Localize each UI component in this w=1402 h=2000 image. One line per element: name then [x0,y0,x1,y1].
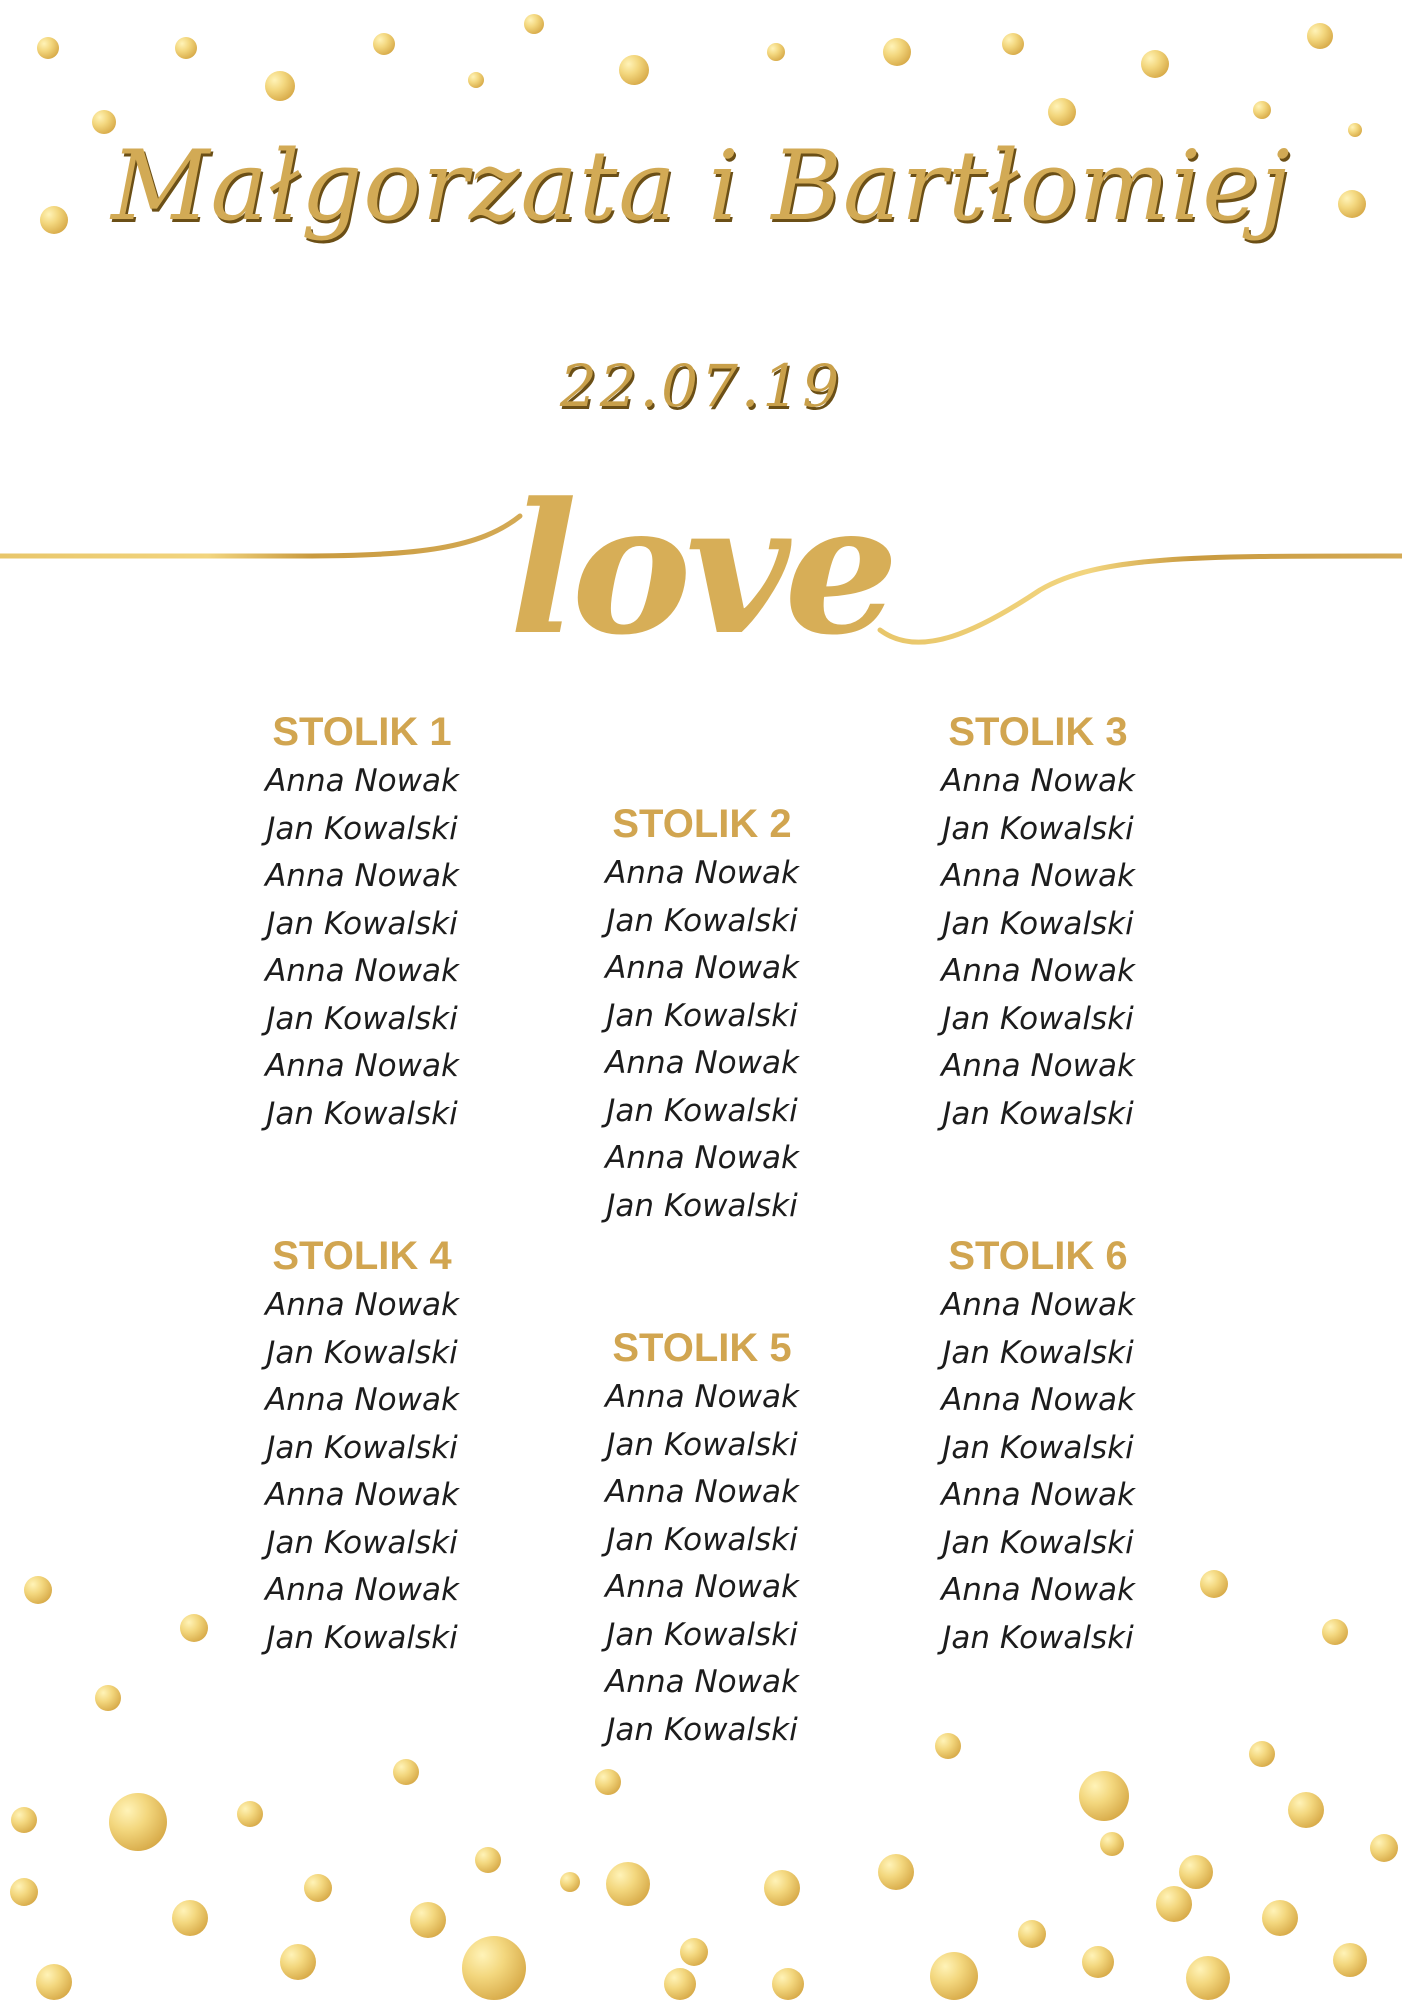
guest-name: Anna Nowak [605,1474,799,1510]
guest-name: Jan Kowalski [266,1334,458,1371]
guest-name: Jan Kowalski [942,1095,1134,1132]
guest-name: Jan Kowalski [942,1619,1134,1656]
guest-name: Jan Kowalski [942,1429,1134,1466]
guest-name: Anna Nowak [265,1287,459,1323]
guest-name: Jan Kowalski [942,1524,1134,1561]
gold-confetti-dot [11,1807,37,1833]
table-block-5 [532,1324,872,1754]
table-title: STOLIK 4 [272,1234,452,1278]
gold-confetti-dot [1082,1946,1114,1978]
table-block-4 [192,1232,532,1662]
gold-confetti-dot [764,1870,800,1906]
gold-confetti-dot [109,1793,167,1851]
guest-name: Anna Nowak [605,1664,799,1700]
gold-confetti-dot [767,43,785,61]
guest-name: Jan Kowalski [266,905,458,942]
guest-name: Jan Kowalski [942,1334,1134,1371]
gold-confetti-dot [475,1847,501,1873]
guest-name: Anna Nowak [265,858,459,894]
gold-confetti-dot [10,1878,38,1906]
gold-confetti-dot [280,1944,316,1980]
guest-name: Anna Nowak [941,1382,1135,1418]
gold-confetti-dot [462,1936,526,2000]
wedding-date: 22.07.19 [559,352,843,420]
guest-name: Anna Nowak [941,1572,1135,1608]
gold-confetti-dot [1186,1956,1230,2000]
gold-confetti-dot [560,1872,580,1892]
guest-name: Anna Nowak [265,1048,459,1084]
gold-confetti-dot [772,1968,804,2000]
guest-name: Anna Nowak [605,1045,799,1081]
gold-confetti-dot [36,1964,72,2000]
gold-confetti-dot [1156,1886,1192,1922]
gold-confetti-dot [1322,1619,1348,1645]
gold-confetti-dot [619,55,649,85]
guest-name: Jan Kowalski [606,1711,798,1748]
guest-name: Jan Kowalski [266,1524,458,1561]
gold-confetti-dot [265,71,295,101]
guest-name: Jan Kowalski [606,1616,798,1653]
guest-name: Jan Kowalski [942,905,1134,942]
guest-name: Jan Kowalski [266,810,458,847]
table-block-2 [532,800,872,1230]
guest-name: Jan Kowalski [606,1187,798,1224]
table-title: STOLIK 6 [948,1234,1128,1278]
guest-name: Anna Nowak [941,1048,1135,1084]
guest-name: Jan Kowalski [266,1619,458,1656]
guest-name: Anna Nowak [265,953,459,989]
gold-confetti-dot [1141,50,1169,78]
gold-confetti-dot [524,14,544,34]
guest-name: Jan Kowalski [606,1092,798,1129]
gold-confetti-dot [304,1874,332,1902]
guest-name: Jan Kowalski [606,997,798,1034]
guest-name: Anna Nowak [941,763,1135,799]
gold-confetti-dot [37,37,59,59]
gold-confetti-dot [883,38,911,66]
gold-confetti-dot [1179,1855,1213,1889]
guest-name: Anna Nowak [605,1379,799,1415]
table-block-6 [868,1232,1208,1662]
gold-confetti-dot [172,1900,208,1936]
gold-confetti-dot [373,33,395,55]
guest-name: Anna Nowak [941,1477,1135,1513]
gold-confetti-dot [1100,1832,1124,1856]
guest-name: Jan Kowalski [266,1429,458,1466]
gold-confetti-dot [1018,1920,1046,1948]
guest-name: Anna Nowak [605,855,799,891]
gold-confetti-dot [468,72,484,88]
gold-confetti-dot [237,1801,263,1827]
love-script-word: love [509,464,893,675]
gold-confetti-dot [1253,101,1271,119]
gold-confetti-dot [1002,33,1024,55]
table-block-3 [868,708,1208,1138]
guest-name: Jan Kowalski [266,1095,458,1132]
table-title: STOLIK 3 [948,710,1128,754]
guest-name: Jan Kowalski [942,1000,1134,1037]
guest-name: Jan Kowalski [942,810,1134,847]
gold-confetti-dot [410,1902,446,1938]
gold-confetti-dot [175,37,197,59]
gold-confetti-dot [664,1968,696,2000]
gold-confetti-dot [24,1576,52,1604]
table-block-1 [192,708,532,1138]
couple-names-title: Małgorzata i Bartłomiej [111,130,1291,242]
gold-confetti-dot [1079,1771,1129,1821]
guest-name: Anna Nowak [605,1140,799,1176]
gold-confetti-dot [1333,1943,1367,1977]
table-title: STOLIK 1 [272,710,452,754]
guest-name: Anna Nowak [265,1477,459,1513]
gold-confetti-dot [1370,1834,1398,1862]
guest-name: Jan Kowalski [266,1000,458,1037]
table-title: STOLIK 5 [612,1326,792,1370]
gold-confetti-dot [1307,23,1333,49]
guest-name: Anna Nowak [941,858,1135,894]
gold-confetti-dot [935,1733,961,1759]
guest-name: Anna Nowak [605,950,799,986]
table-title: STOLIK 2 [612,802,792,846]
gold-confetti-dot [878,1854,914,1890]
gold-confetti-dot [680,1938,708,1966]
gold-confetti-dot [1288,1792,1324,1828]
gold-confetti-dot [393,1759,419,1785]
guest-name: Anna Nowak [265,763,459,799]
gold-confetti-dot [1262,1900,1298,1936]
guest-name: Anna Nowak [941,1287,1135,1323]
gold-confetti-dot [95,1685,121,1711]
guest-name: Anna Nowak [265,1572,459,1608]
guest-name: Jan Kowalski [606,1521,798,1558]
gold-confetti-dot [595,1769,621,1795]
guest-name: Anna Nowak [605,1569,799,1605]
gold-confetti-dot [930,1952,978,2000]
guest-name: Jan Kowalski [606,902,798,939]
gold-confetti-dot [1249,1741,1275,1767]
gold-confetti-dot [606,1862,650,1906]
guest-name: Anna Nowak [941,953,1135,989]
guest-name: Anna Nowak [265,1382,459,1418]
guest-name: Jan Kowalski [606,1426,798,1463]
gold-confetti-dot [1048,98,1076,126]
